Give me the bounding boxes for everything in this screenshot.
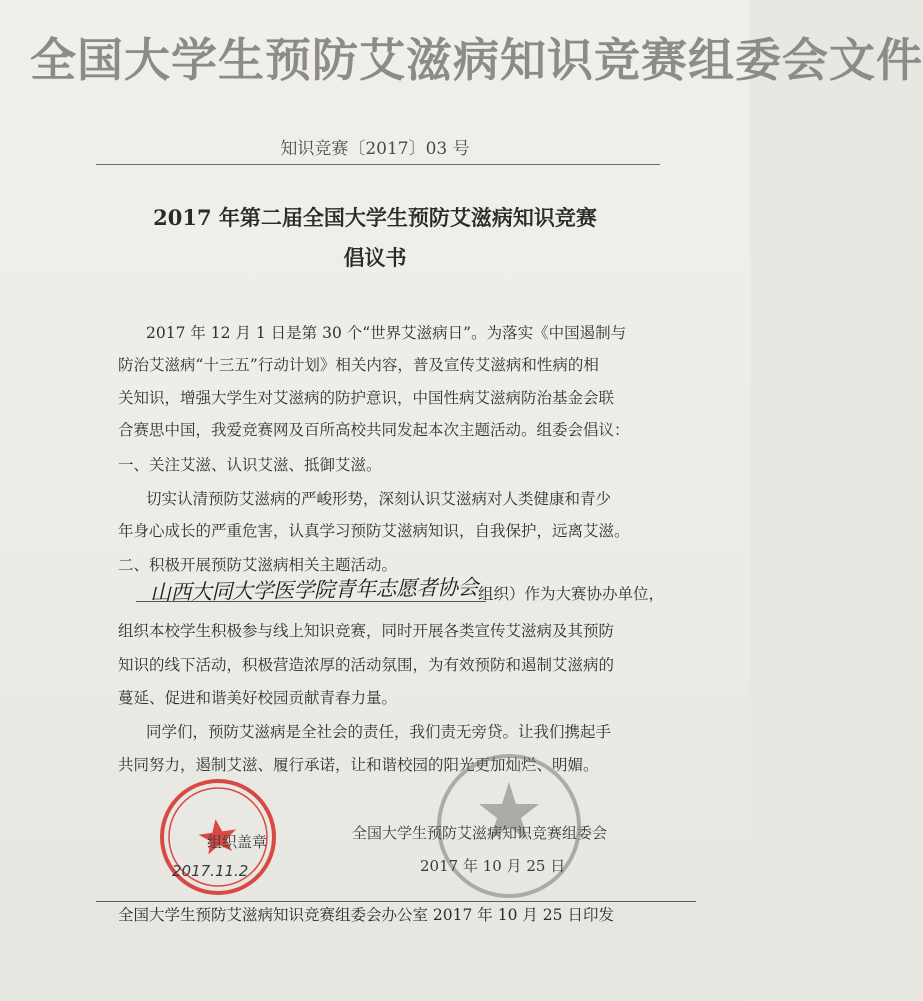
handwritten-stamp-date: 2017.11.2 [172,862,249,880]
section-heading-2: 二、积极开展预防艾滋病相关主题活动。 [118,556,398,574]
signature-date: 2017 年 10 月 25 日 [420,857,566,875]
document-header-title: 全国大学生预防艾滋病知识竞赛组委会文件 [30,33,923,87]
paragraph-4-line-2: 共同努力，遏制艾滋、履行承诺，让和谐校园的阳光更加灿烂、明媚。 [118,756,599,774]
paragraph-2-line-1: 切实认清预防艾滋病的严峻形势，深刻认识艾滋病对人类健康和青少 [146,490,612,508]
section-heading-1: 一、关注艾滋、认识艾滋、抵御艾滋。 [118,456,382,474]
header-divider [96,164,660,165]
document-number: 知识竞赛〔2017〕03 号 [280,139,470,159]
footer-issue-note: 全国大学生预防艾滋病知识竞赛组委会办公室 2017 年 10 月 25 日印发 [118,906,614,924]
stamp-label: 组织盖章 [207,833,268,851]
paragraph-1-line-1: 2017 年 12 月 1 日是第 30 个“世界艾滋病日”。为落实《中国遏制与 [146,324,627,342]
document-subtitle: 倡议书 [343,245,407,270]
paragraph-3-line-3: 知识的线下活动，积极营造浓厚的活动氛围，为有效预防和遏制艾滋病的 [118,656,615,674]
paragraph-2-line-2: 年身心成长的严重危害，认真学习预防艾滋病知识，自我保护，远离艾滋。 [118,522,630,540]
document-title: 2017 年第二届全国大学生预防艾滋病知识竞赛 [153,205,597,230]
paragraph-1-line-2: 防治艾滋病“十三五”行动计划》相关内容，普及宣传艾滋病和性病的相 [118,356,599,374]
paragraph-1-line-3: 关知识，增强大学生对艾滋病的防护意识，中国性病艾滋病防治基金会联 [118,389,615,407]
committee-signature: 全国大学生预防艾滋病知识竞赛组委会 [352,824,608,842]
paragraph-1-line-4: 合赛思中国，我爱竞赛网及百所高校共同发起本次主题活动。组委会倡议： [118,421,630,439]
handwritten-organization-name: 山西大同大学医学院青年志愿者协会 [149,575,479,605]
paragraph-3-line-4: 蔓延、促进和谐美好校园贡献青春力量。 [118,689,398,707]
paragraph-3-line-2: 组织本校学生积极参与线上知识竞赛，同时开展各类宣传艾滋病及其预防 [118,622,615,640]
paragraph-3-line-1-tail: 组织）作为大赛协办单位， [478,585,665,603]
paragraph-4-line-1: 同学们，预防艾滋病是全社会的责任，我们责无旁贷。让我们携起手 [146,723,612,741]
footer-divider [96,901,696,902]
fill-in-underline [136,601,486,602]
